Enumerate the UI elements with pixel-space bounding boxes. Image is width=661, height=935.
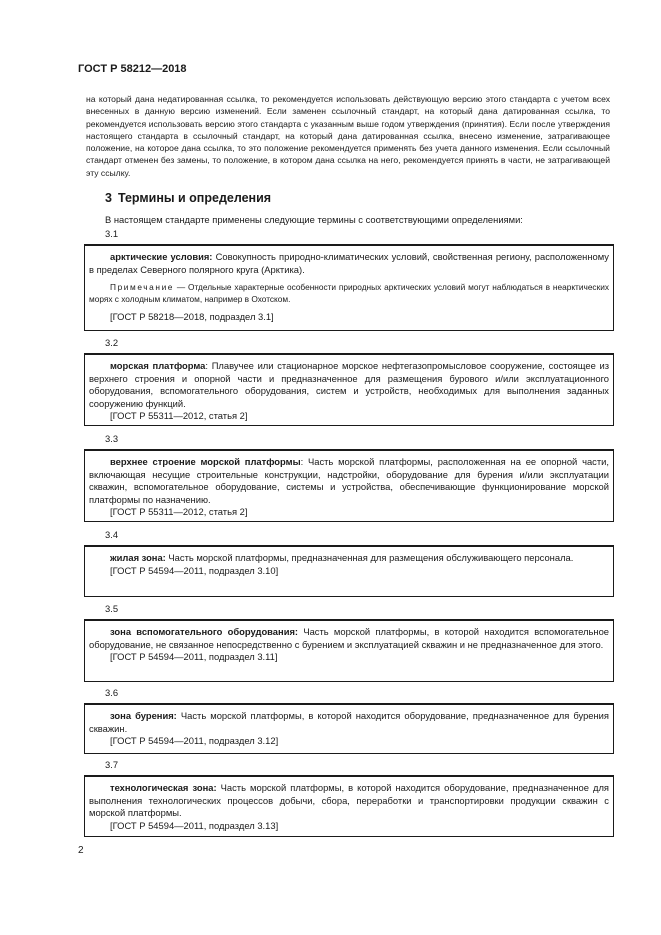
intro-paragraph: на который дана недатированная ссылка, то рекомендуется использовать действующую версию этого стандарта с учетом всех внесенных в данную версию изменений. Если заменен ссылочный стандарт, на который дана датированная ссылка, то рекомендуется использовать версию этого стандарта с указанным выше годом утверждения (принятия). Если после утверждения настоящего стандарта в ссылочный стандарт, на который дана датированная ссылка, внесено изменение, затрагивающее положение, на которое дана ссылка, то это положение рекомендуется применять без учета данного изменения. Если ссылочный стандарт отменен без замены, то положение, в котором дана ссылка на него, рекомендуется принять в части, не затрагивающей эту ссылку.	[86, 94, 610, 178]
term-box	[84, 353, 614, 426]
term-reference: [ГОСТ Р 54594—2011, подраздел 3.12]	[110, 735, 279, 747]
term-box	[84, 619, 614, 682]
term-name: морская платформа	[110, 360, 206, 371]
term-reference: [ГОСТ Р 55311—2012, статья 2]	[110, 506, 248, 518]
term-name: технологическая зона:	[110, 782, 217, 793]
term-box	[84, 775, 614, 837]
section-lead: В настоящем стандарте применены следующие термины с соответствующими определениями:	[105, 214, 523, 225]
term-text: Совокупность природно-климатических условий, свойственная региону, расположенному в пределах Северного полярного круга (Арктика).	[89, 251, 609, 275]
document-header: ГОСТ Р 58212—2018	[78, 63, 187, 75]
term-definition	[89, 710, 609, 735]
term-reference: [ГОСТ Р 54594—2011, подраздел 3.11]	[110, 651, 278, 663]
term-number: 3.4	[105, 529, 119, 540]
term-number: 3.5	[105, 603, 119, 614]
term-definition	[89, 782, 609, 820]
term-definition	[89, 552, 609, 565]
term-name: арктические условия:	[110, 251, 213, 262]
term-number: 3.1	[105, 228, 119, 239]
section-title-text: Термины и определения	[117, 191, 272, 205]
term-reference: [ГОСТ Р 58218—2018, подраздел 3.1]	[110, 311, 274, 323]
term-number: 3.2	[105, 337, 119, 348]
term-text: Часть морской платформы, в которой находится оборудование, предназначенное для выполнения технологических процессов добычи, сбора, переработки и транспортировки продукции скважин с морской платформы.	[89, 782, 609, 819]
term-definition	[89, 456, 609, 506]
note-label: Примечание	[110, 282, 175, 293]
term-definition	[89, 251, 609, 276]
term-definition	[89, 626, 609, 651]
term-name: верхнее строение морской платформы	[110, 456, 301, 467]
term-reference: [ГОСТ Р 54594—2011, подраздел 3.13]	[110, 819, 279, 831]
section-title	[105, 191, 271, 205]
term-text: Часть морской платформы, в которой находится оборудование, предназначенное для бурения скважин.	[89, 710, 609, 734]
term-number: 3.7	[105, 759, 119, 770]
term-definition	[89, 360, 609, 410]
term-name: жилая зона:	[110, 552, 166, 563]
term-text: Часть морской платформы, предназначенная для размещения обслуживающего персонала.	[165, 552, 574, 563]
term-box	[84, 545, 614, 597]
term-note	[89, 282, 609, 305]
term-reference: [ГОСТ Р 54594—2011, подраздел 3.10]	[110, 564, 279, 576]
section-number: 3	[105, 191, 112, 205]
term-text: : Плавучее или стационарное морское нефтегазопромысловое сооружение, состоящее из верхнего строения и опорной части и предназначенное для размещения бурового и/или эксплуатационного оборудования, вспомогательного оборудования, систем и устройств, необходимых для выполнения заданных сооружению функций.	[89, 360, 609, 409]
note-text: — Отдельные характерные особенности природных арктических условий могут наблюдаться в неарктических морях с холодным климатом, например в Охотском.	[89, 282, 609, 304]
term-reference: [ГОСТ Р 55311—2012, статья 2]	[110, 410, 248, 422]
term-number: 3.3	[105, 433, 119, 444]
term-box	[84, 703, 614, 754]
term-name: зона вспомогательного оборудования:	[110, 626, 299, 637]
term-text: : Часть морской платформы, расположенная на ее опорной части, включающая несущие строительные конструкции, надстройки, оборудование для бурения и/или эксплуатации скважин, вспомогательное оборудование, системы и устройства, обеспечивающие функционирование морской платформы по назначению.	[89, 456, 609, 505]
term-box	[84, 449, 614, 522]
term-name: зона бурения:	[110, 710, 177, 721]
term-box	[84, 244, 614, 331]
term-text: Часть морской платформы, в которой находится вспомогательное оборудование, не связанное непосредственно с бурением и эксплуатацией скважин и не предназначенное для этого.	[89, 626, 609, 650]
term-number: 3.6	[105, 687, 119, 698]
page-number: 2	[78, 845, 84, 856]
